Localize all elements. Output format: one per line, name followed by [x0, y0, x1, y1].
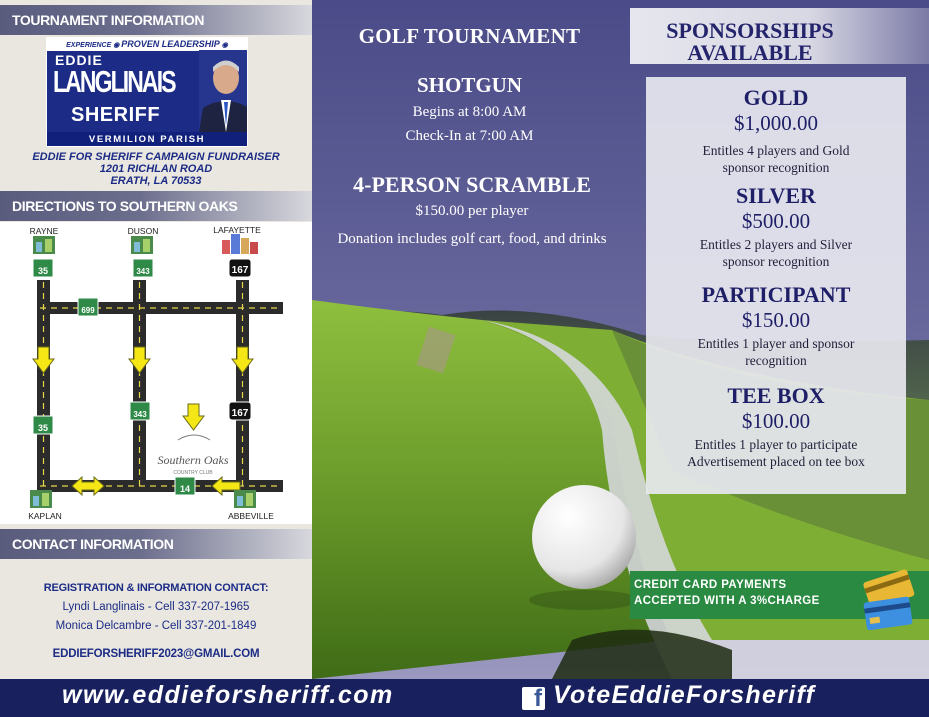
town-duson-icon	[131, 236, 153, 254]
facebook-icon[interactable]: f	[522, 687, 545, 710]
contact-email[interactable]: EDDIEFORSHERIFF2023@GMAIL.COM	[52, 648, 260, 660]
route-la343-label-2: 343	[133, 410, 147, 419]
donation-note: Donation includes golf cart, food, and drinks	[337, 231, 607, 247]
route-la343-label: 343	[136, 267, 150, 276]
town-lafayette-icon	[222, 234, 258, 254]
sponsorships-banner	[630, 8, 929, 64]
fundraiser-address-line2: ERATH, LA 70533	[110, 175, 202, 187]
level-desc-2: sponsor recognition	[722, 160, 830, 175]
left-column	[0, 0, 312, 679]
contact-title: REGISTRATION & INFORMATION CONTACT:	[43, 582, 269, 594]
sponsorships-title	[630, 20, 870, 64]
sponsor-level-silver	[646, 183, 906, 270]
level-desc-2: recognition	[745, 353, 807, 368]
player-price: $150.00 per player	[415, 203, 529, 219]
contact-lyndi: Lyndi Langlinais - Cell 337-207-1965	[62, 601, 250, 613]
route-la35-label: 35	[37, 266, 49, 276]
level-desc-1: Entitles 4 players and Gold	[702, 143, 850, 158]
tournament-title: GOLF TOURNAMENT	[358, 24, 581, 48]
venue-sub-label: COUNTRY CLUB	[173, 470, 213, 476]
sponsor-level-gold	[646, 85, 906, 176]
tournament-info-header: TOURNAMENT INFORMATION	[0, 5, 312, 35]
level-name: SILVER	[736, 183, 816, 208]
town-kaplan-label: KAPLAN	[28, 511, 62, 521]
contact-info-header: CONTACT INFORMATION	[0, 529, 312, 559]
level-name: GOLD	[743, 85, 809, 110]
level-desc-1: Entitles 1 player and sponsor	[697, 336, 855, 351]
town-duson-label: DUSON	[127, 226, 159, 236]
level-desc-2: Advertisement placed on tee box	[687, 454, 865, 469]
route-la35-label-2: 35	[37, 423, 49, 433]
level-amount: $100.00	[741, 409, 811, 433]
logo-last-name: LANGLINAIS	[53, 64, 175, 99]
town-kaplan-icon	[30, 490, 52, 508]
level-desc-1: Entitles 2 players and Silver	[699, 237, 853, 252]
directions-header: DIRECTIONS TO SOUTHERN OAKS	[0, 191, 312, 221]
sponsorships-title-line1: SPONSORSHIPS	[666, 18, 834, 43]
road-map-graphic	[0, 222, 312, 524]
town-rayne-icon	[33, 236, 55, 254]
arrow-down-icon	[232, 347, 253, 373]
town-lafayette-label: LAFAYETTE	[213, 225, 261, 235]
credit-line-2: ACCEPTED WITH A 3%CHARGE	[634, 595, 820, 607]
town-abbeville-icon	[234, 490, 256, 508]
logo-tagline: EXPERIENCE ◉ PROVEN LEADERSHIP ◉ INTEGRITY	[47, 38, 247, 51]
logo-office: SHERIFF	[71, 104, 161, 126]
level-name: TEE BOX	[727, 383, 825, 408]
facebook-handle[interactable]: VoteEddieForsheriff	[553, 681, 816, 709]
route-us167-label: 167	[231, 265, 249, 276]
sponsor-level-tee-box	[646, 383, 906, 470]
route-la699-label: 699	[81, 306, 95, 315]
credit-card-banner	[630, 571, 929, 619]
format-shotgun: SHOTGUN	[416, 73, 523, 97]
website-link[interactable]: www.eddieforsheriff.com	[62, 681, 394, 709]
route-la14-label: 14	[179, 484, 191, 494]
town-abbeville-label: ABBEVILLE	[228, 511, 274, 521]
candidate-portrait	[199, 50, 248, 132]
fundraiser-title: EDDIE FOR SHERIFF CAMPAIGN FUNDRAISER	[32, 151, 280, 163]
scramble-format: 4-PERSON SCRAMBLE	[353, 172, 591, 197]
footer-bar	[0, 679, 929, 717]
start-time: Begins at 8:00 AM	[412, 104, 527, 120]
double-arrow-icon	[72, 477, 104, 495]
sponsorships-title-line2: AVAILABLE	[687, 40, 813, 65]
checkin-time: Check-In at 7:00 AM	[405, 128, 534, 144]
venue-label: Southern Oaks	[157, 453, 229, 467]
level-amount: $150.00	[741, 308, 811, 332]
level-amount: $500.00	[741, 209, 811, 233]
logo-tagline-mid: PROVEN LEADERSHIP	[121, 39, 220, 49]
directions-map	[0, 222, 312, 524]
level-name: PARTICIPANT	[701, 282, 851, 307]
arrow-down-icon	[129, 347, 150, 373]
credit-line-1: CREDIT CARD PAYMENTS	[634, 579, 787, 591]
logo-parish: VERMILION PARISH	[47, 132, 247, 147]
level-desc-1: Entitles 1 player to participate	[694, 437, 858, 452]
contact-monica: Monica Delcambre - Cell 337-201-1849	[55, 620, 257, 632]
logo-tagline-right: INTEGRITY	[128, 55, 166, 62]
golf-scene	[312, 0, 929, 679]
golf-ball	[532, 485, 636, 589]
logo-first-name: EDDIE	[55, 52, 103, 68]
credit-card-icon	[857, 569, 925, 637]
level-desc-2: sponsor recognition	[722, 254, 830, 269]
sponsorship-levels-panel	[646, 77, 906, 494]
sponsor-level-participant	[646, 282, 906, 369]
southern-oaks-venue-marker	[158, 435, 229, 476]
route-us167-label-2: 167	[231, 408, 249, 419]
town-rayne-label: RAYNE	[29, 226, 59, 236]
arrow-down-icon	[183, 404, 204, 430]
arrow-down-icon	[33, 347, 54, 373]
campaign-logo	[46, 37, 248, 147]
level-amount: $1,000.00	[734, 111, 818, 135]
logo-tagline-left: EXPERIENCE	[66, 42, 112, 49]
fundraiser-address-line1: 1201 RICHLAN ROAD	[99, 163, 213, 175]
